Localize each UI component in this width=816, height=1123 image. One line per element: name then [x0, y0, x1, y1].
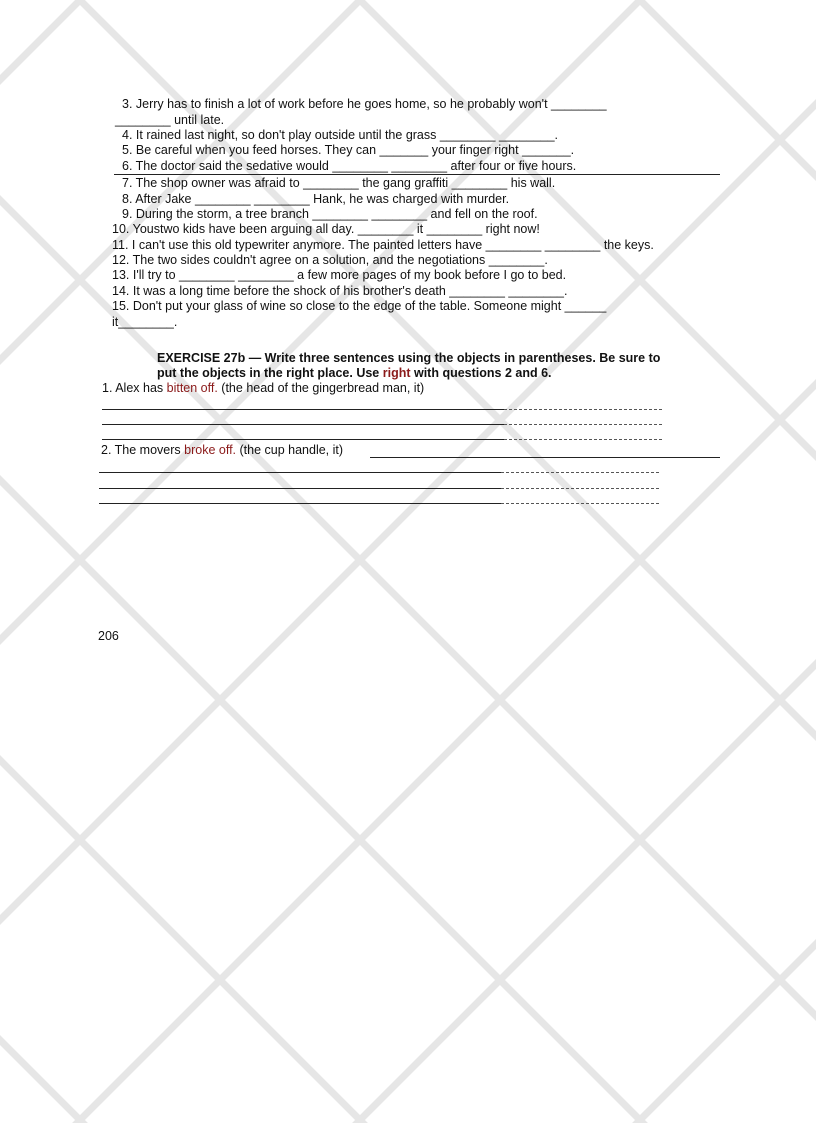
question-2-objects: (the cup handle, it): [236, 443, 344, 457]
exercise-item-4: 4. It rained last night, so don't play outside until the grass ________ ________.: [122, 128, 559, 142]
exercise-item-13: 13. I'll try to ________ ________ a few more pages of my book before I go to bed.: [112, 268, 567, 282]
question-1-start: 1. Alex has: [102, 381, 167, 395]
heading-line-2-end: with questions 2 and 6.: [410, 366, 552, 380]
answer-line-2b-extension: [501, 488, 659, 489]
exercise-item-8: 8. After Jake ________ ________ Hank, he was charged with murder.: [122, 192, 510, 206]
question-1-phrasal-verb: bitten off.: [166, 381, 218, 395]
answer-line-2a[interactable]: [99, 472, 501, 473]
separator-rule: [114, 174, 720, 175]
exercise-heading: [157, 351, 717, 381]
heading-line-1: EXERCISE 27b — Write three sentences using the objects in parentheses. Be sure to: [157, 351, 661, 365]
heading-line-2: [157, 366, 717, 381]
question-1: [102, 381, 424, 396]
page-number: 206: [98, 629, 119, 643]
answer-line-2a-extension: [501, 472, 659, 473]
exercise-item-6: 6. The doctor said the sedative would ________ ________ after four or five hours.: [122, 159, 577, 173]
answer-line-1b[interactable]: [102, 424, 504, 425]
exercise-item-3-continued: ________ until late.: [115, 113, 225, 127]
exercise-item-11: 11. I can't use this old typewriter anymore. The painted letters have ________ ________ the keys.: [112, 238, 654, 252]
heading-highlight-word: right: [382, 366, 411, 380]
exercise-item-9: 9. During the storm, a tree branch ________ ________ and fell on the roof.: [122, 207, 538, 221]
question-2: [101, 443, 343, 458]
answer-line-1a[interactable]: [102, 409, 504, 410]
exercise-item-15: 15. Don't put your glass of wine so close to the edge of the table. Someone might ______: [112, 299, 607, 313]
exercise-item-7: 7. The shop owner was afraid to ________ the gang graffiti ________ his wall.: [122, 176, 556, 190]
exercise-item-15-continued: it________.: [112, 315, 178, 329]
answer-line-2c-extension: [501, 503, 659, 504]
exercise-item-12: 12. The two sides couldn't agree on a solution, and the negotiations ________.: [112, 253, 548, 267]
answer-line-2b[interactable]: [99, 488, 501, 489]
answer-line-1c-extension: [504, 439, 662, 440]
question-2-start: 2. The movers: [101, 443, 185, 457]
answer-line-2c[interactable]: [99, 503, 501, 504]
exercise-item-10: 10. Youstwo kids have been arguing all day. ________ it ________ right now!: [112, 222, 540, 236]
question-2-underline: [370, 457, 720, 458]
heading-line-2-start: put the objects in the right place. Use: [157, 366, 383, 380]
exercise-item-3: 3. Jerry has to finish a lot of work before he goes home, so he probably won't ________: [122, 97, 607, 111]
answer-line-1a-extension: [504, 409, 662, 410]
exercise-item-5: 5. Be careful when you feed horses. They can _______ your finger right _______.: [122, 143, 575, 157]
question-2-phrasal-verb: broke off.: [184, 443, 237, 457]
answer-line-1c[interactable]: [102, 439, 504, 440]
exercise-item-14: 14. It was a long time before the shock of his brother's death ________ ________.: [112, 284, 568, 298]
answer-line-1b-extension: [504, 424, 662, 425]
question-1-objects: (the head of the gingerbread man, it): [217, 381, 425, 395]
